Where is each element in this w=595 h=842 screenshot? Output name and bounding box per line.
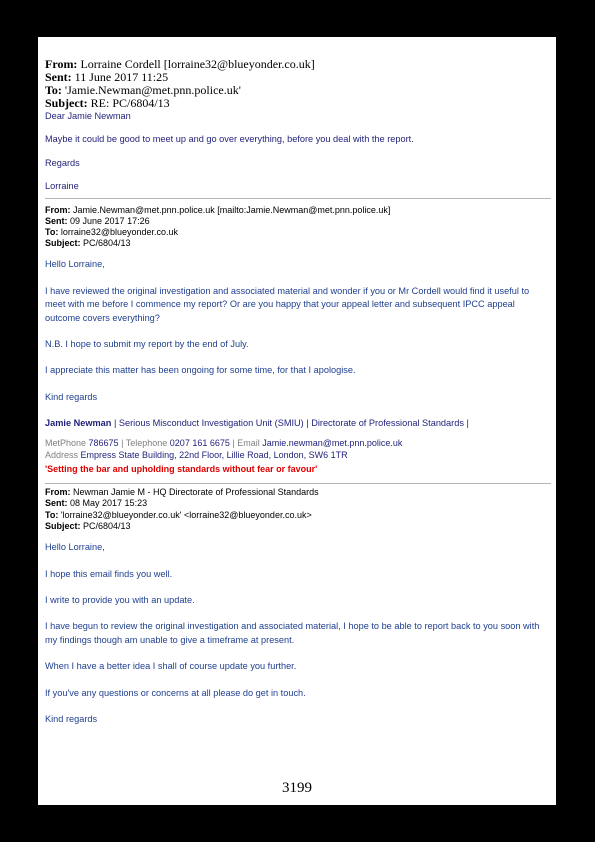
sent-value: 09 June 2017 17:26 bbox=[70, 215, 150, 226]
email-2 bbox=[45, 205, 551, 476]
document-page bbox=[38, 37, 556, 805]
from-line: From: Newman Jamie M - HQ Directorate of Professional Standards bbox=[45, 487, 319, 498]
email-3-header bbox=[45, 487, 551, 532]
telephone: 0207 161 6675 bbox=[169, 438, 230, 449]
signoff: Lorraine bbox=[45, 181, 79, 192]
email-2-header bbox=[45, 205, 551, 250]
greeting: Dear Jamie Newman bbox=[45, 111, 131, 121]
body-paragraph: If you've any questions or concerns at all please do get in touch. bbox=[45, 687, 306, 698]
body-paragraph: I write to provide you with an update. bbox=[45, 594, 195, 605]
regards: Regards bbox=[45, 157, 80, 168]
to-value: 'lorraine32@blueyonder.co.uk' <lorraine32@blueyonder.co.uk> bbox=[60, 509, 312, 520]
from-line: From: Jamie.Newman@met.pnn.police.uk [mailto:Jamie.Newman@met.pnn.police.uk] bbox=[45, 204, 391, 215]
subject-value: PC/6804/13 bbox=[83, 238, 131, 249]
sent-line: Sent: 09 June 2017 17:26 bbox=[45, 215, 150, 226]
to-line: To: lorraine32@blueyonder.co.uk bbox=[45, 227, 179, 238]
regards: Kind regards bbox=[45, 713, 98, 724]
to-value: 'Jamie.Newman@met.pnn.police.uk' bbox=[64, 83, 241, 97]
body-paragraph: N.B. I hope to submit my report by the end of July. bbox=[45, 339, 249, 350]
to-value: lorraine32@blueyonder.co.uk bbox=[60, 227, 179, 238]
email-3 bbox=[45, 487, 551, 726]
body-paragraph: I appreciate this matter has been ongoing for some time, for that I apologise. bbox=[45, 365, 356, 376]
sent-line: Sent: 11 June 2017 11:25 bbox=[45, 70, 169, 84]
regards: Kind regards bbox=[45, 391, 98, 402]
signature-address: Address Empress State Building, 22nd Floor, Lillie Road, London, SW6 1TR bbox=[45, 450, 348, 461]
signature-contact: MetPhone 786675 | Telephone 0207 161 6675 | Email Jamie.newman@met.pnn.police.uk bbox=[45, 438, 403, 449]
signature-title bbox=[45, 417, 551, 430]
from-value: Newman Jamie M - HQ Directorate of Professional Standards bbox=[73, 487, 319, 498]
email-1 bbox=[45, 58, 551, 194]
email-thread bbox=[45, 58, 551, 726]
email-1-header bbox=[45, 58, 551, 110]
subject-value: PC/6804/13 bbox=[83, 520, 131, 531]
page-number: 3199 bbox=[282, 780, 312, 796]
sent-value: 11 June 2017 11:25 bbox=[74, 70, 169, 84]
from-line: From: Lorraine Cordell [lorraine32@blueyonder.co.uk] bbox=[45, 57, 315, 71]
subject-line: Subject: PC/6804/13 bbox=[45, 520, 131, 531]
sent-value: 08 May 2017 15:23 bbox=[70, 498, 148, 509]
greeting: Hello Lorraine, bbox=[45, 542, 105, 553]
email-address: Jamie.newman@met.pnn.police.uk bbox=[262, 438, 403, 449]
signature-name: Jamie Newman bbox=[45, 418, 112, 429]
metphone: 786675 bbox=[88, 438, 119, 449]
subject-line: Subject: RE: PC/6804/13 bbox=[45, 96, 170, 110]
body-paragraph: When I have a better idea I shall of course update you further. bbox=[45, 661, 297, 672]
sent-line: Sent: 08 May 2017 15:23 bbox=[45, 498, 148, 509]
body-paragraph: I hope this email finds you well. bbox=[45, 568, 173, 579]
from-value: Lorraine Cordell [lorraine32@blueyonder.co.uk] bbox=[80, 57, 315, 71]
subject-line: Subject: PC/6804/13 bbox=[45, 238, 131, 249]
subject-value: RE: PC/6804/13 bbox=[90, 96, 170, 110]
divider bbox=[45, 483, 551, 484]
signature-motto: 'Setting the bar and upholding standards without fear or favour' bbox=[45, 464, 318, 475]
address: Empress State Building, 22nd Floor, Lillie Road, London, SW6 1TR bbox=[80, 450, 348, 461]
body-paragraph: I have begun to review the original investigation and associated material, I hope to be able to report back to you soon with my findings though am unable to give a timeframe at present. bbox=[45, 621, 540, 645]
to-line: To: 'Jamie.Newman@met.pnn.police.uk' bbox=[45, 83, 241, 97]
greeting: Hello Lorraine, bbox=[45, 259, 105, 270]
body-paragraph: I have reviewed the original investigation and associated material and wonder if you or Mr Cordell would find it useful to meet with me before I commence my report? Or are you happy that your appeal letter and subsequent IPCC appeal outcome covers everything? bbox=[45, 285, 530, 323]
body-text: Maybe it could be good to meet up and go over everything, before you deal with the report. bbox=[45, 134, 414, 145]
divider bbox=[45, 198, 551, 199]
signature-unit: | Serious Misconduct Investigation Unit (SMIU) | Directorate of Professional Standards | bbox=[111, 418, 469, 429]
from-value: Jamie.Newman@met.pnn.police.uk [mailto:Jamie.Newman@met.pnn.police.uk] bbox=[73, 204, 391, 215]
to-line: To: 'lorraine32@blueyonder.co.uk' <lorraine32@blueyonder.co.uk> bbox=[45, 509, 312, 520]
